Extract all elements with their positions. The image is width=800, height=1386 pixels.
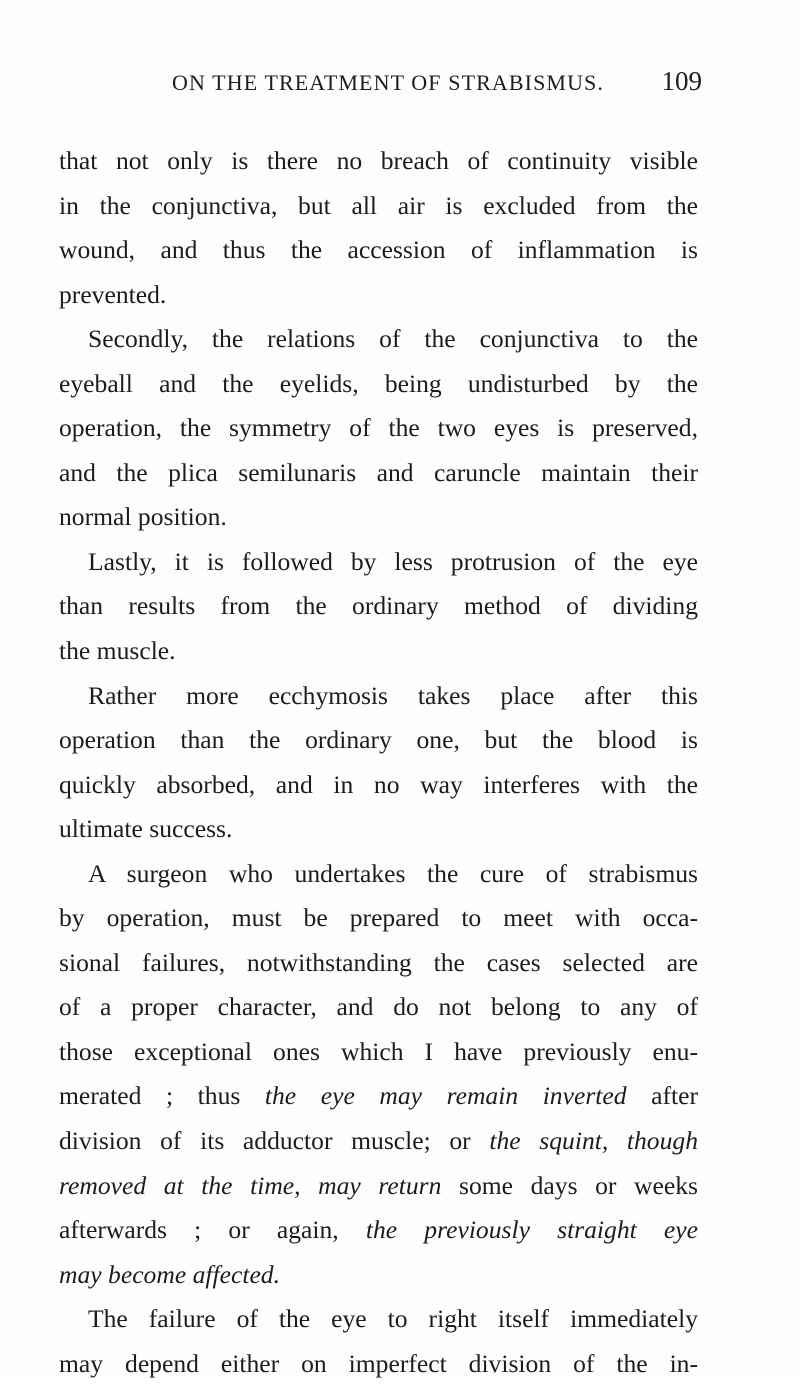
text-line: operation, the symmetry of the two eyes is preserved, — [59, 413, 698, 443]
text-line: operation than the ordinary one, but the blood is — [59, 725, 698, 755]
body-text — [59, 139, 698, 1386]
text-line — [59, 1119, 698, 1164]
text-line — [59, 1074, 698, 1119]
text-line: of a proper character, and do not belong to any of — [59, 992, 698, 1022]
text-run: afterwards ; or again, — [59, 1215, 366, 1245]
italic-text-run: the previously straight eye — [365, 1215, 698, 1245]
text-line: than results from the ordinary method of dividing — [59, 591, 698, 621]
text-run: after — [626, 1081, 698, 1111]
text-line: by operation, must be prepared to meet with occa- — [59, 903, 698, 933]
text-line: quickly absorbed, and in no way interferes with the — [59, 769, 698, 799]
paragraph-first-line: Rather more ecchymosis takes place after this — [88, 680, 698, 710]
text-line: may become affected. — [59, 1259, 280, 1289]
running-title: ON THE TREATMENT OF STRABISMUS. — [172, 70, 604, 95]
italic-text-run: the eye may remain inverted — [264, 1081, 627, 1111]
text-line: and the plica semilunaris and caruncle maintain their — [59, 457, 698, 487]
text-line: normal position. — [59, 502, 227, 532]
text-run: division of its adductor muscle; or — [59, 1126, 490, 1156]
paragraph-first-line: Secondly, the relations of the conjunctiva to the — [88, 324, 698, 354]
text-line: eyeball and the eyelids, being undisturbed by the — [59, 368, 698, 398]
text-line: ultimate success. — [59, 814, 233, 844]
text-run: merated ; thus — [59, 1081, 265, 1111]
text-line: prevented. — [59, 279, 167, 309]
running-head — [172, 66, 702, 106]
text-line — [59, 1208, 698, 1253]
italic-text-run: the squint, though — [489, 1126, 698, 1156]
text-line — [59, 1164, 698, 1209]
paragraph-first-line: The failure of the eye to right itself immediately — [88, 1304, 698, 1334]
paragraph-first-line: A surgeon who undertakes the cure of strabismus — [88, 858, 698, 888]
text-line: in the conjunctiva, but all air is excluded from the — [59, 190, 698, 220]
text-line: wound, and thus the accession of inflammation is — [59, 235, 698, 265]
page-number: 109 — [661, 66, 702, 96]
text-line: sional failures, notwithstanding the cases selected are — [59, 947, 698, 977]
text-line: that not only is there no breach of continuity visible — [59, 146, 698, 175]
italic-text-run: removed at the time, may return — [59, 1170, 442, 1200]
paragraph-first-line: Lastly, it is followed by less protrusion of the eye — [88, 546, 698, 576]
text-line: the muscle. — [59, 636, 176, 666]
text-run: some days or weeks — [441, 1170, 698, 1200]
text-line: may depend either on imperfect division of the in- — [59, 1348, 698, 1378]
text-line: those exceptional ones which I have previously enu- — [59, 1036, 698, 1066]
